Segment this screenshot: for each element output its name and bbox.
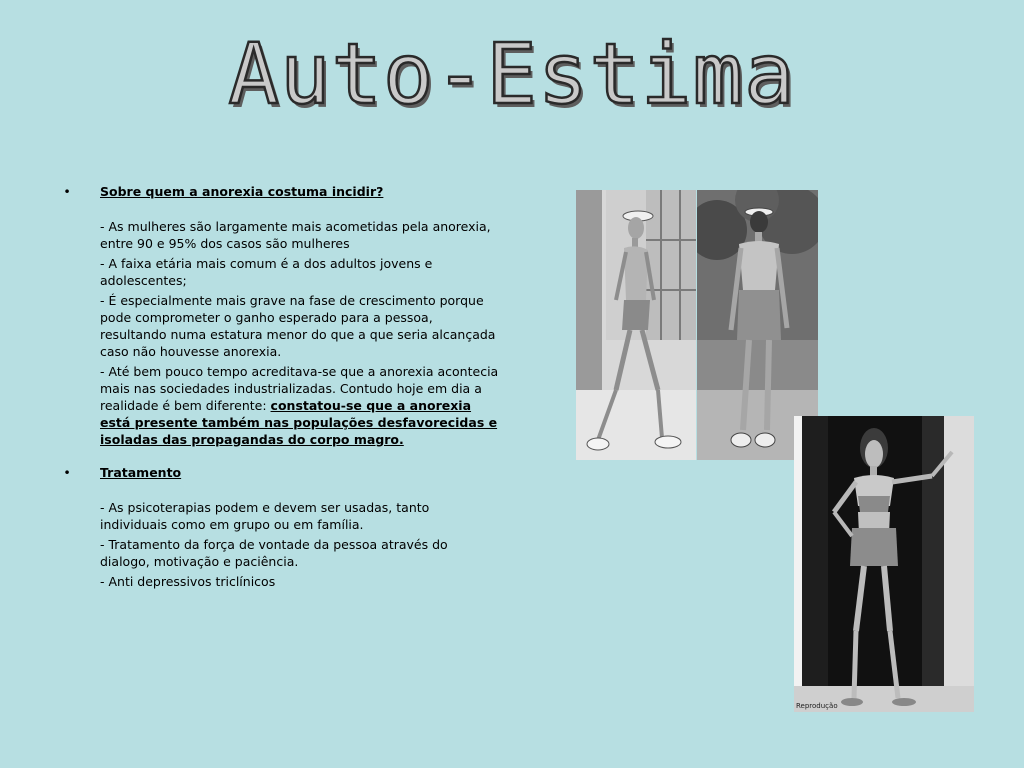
paragraph-with-emphasis [100, 363, 500, 448]
photo-woman-walking-side-image [576, 190, 696, 460]
photo-emaciated-woman-doorway-image [794, 416, 974, 712]
bullet-section-incidence [60, 183, 500, 200]
slide-body [60, 183, 500, 590]
section-heading-incidence: Sobre quem a anorexia costuma incidir? [100, 184, 384, 199]
section-heading-treatment: Tratamento [100, 465, 182, 480]
bullet-section-treatment [60, 464, 500, 481]
bullet-marker: • [63, 465, 71, 480]
bullet-marker: • [63, 184, 71, 199]
photo-emaciated-woman-doorway [794, 416, 974, 712]
photo-woman-walking-side [576, 190, 696, 460]
slide-title: Auto-Estima [228, 25, 796, 123]
paragraph: - Tratamento da força de vontade da pessoa através do dialogo, motivação e paciência. [100, 537, 448, 569]
treatment-paragraphs [100, 499, 500, 590]
paragraph: - As mulheres são largamente mais acometidas pela anorexia, entre 90 e 95% dos casos são mulheres [100, 219, 491, 251]
paragraph: - A faixa etária mais comum é a dos adultos jovens e adolescentes; [100, 256, 433, 288]
paragraph: - Anti depressivos triclínicos [100, 574, 276, 589]
paragraph: - É especialmente mais grave na fase de crescimento porque pode comprometer o ganho esperado para a pessoa, resultando numa estatura menor do que a que seria alcançada caso não houvesse anorexia. [100, 293, 496, 359]
emphasis-text: constatou-se que a anorexia está presente também nas populações desfavorecidas e isoladas das propagandas do corpo magro. [100, 398, 498, 447]
incidence-paragraphs [100, 218, 500, 448]
paragraph: - As psicoterapias podem e devem ser usadas, tanto individuais como em grupo ou em família. [100, 500, 430, 532]
paragraph-text: - Até bem pouco tempo acreditava-se que a anorexia acontecia mais nas sociedades industrializadas. Contudo hoje em dia a realidade é bem diferente: [100, 364, 499, 413]
photo-credit: Reprodução [796, 702, 838, 710]
section-spacer [60, 448, 500, 464]
